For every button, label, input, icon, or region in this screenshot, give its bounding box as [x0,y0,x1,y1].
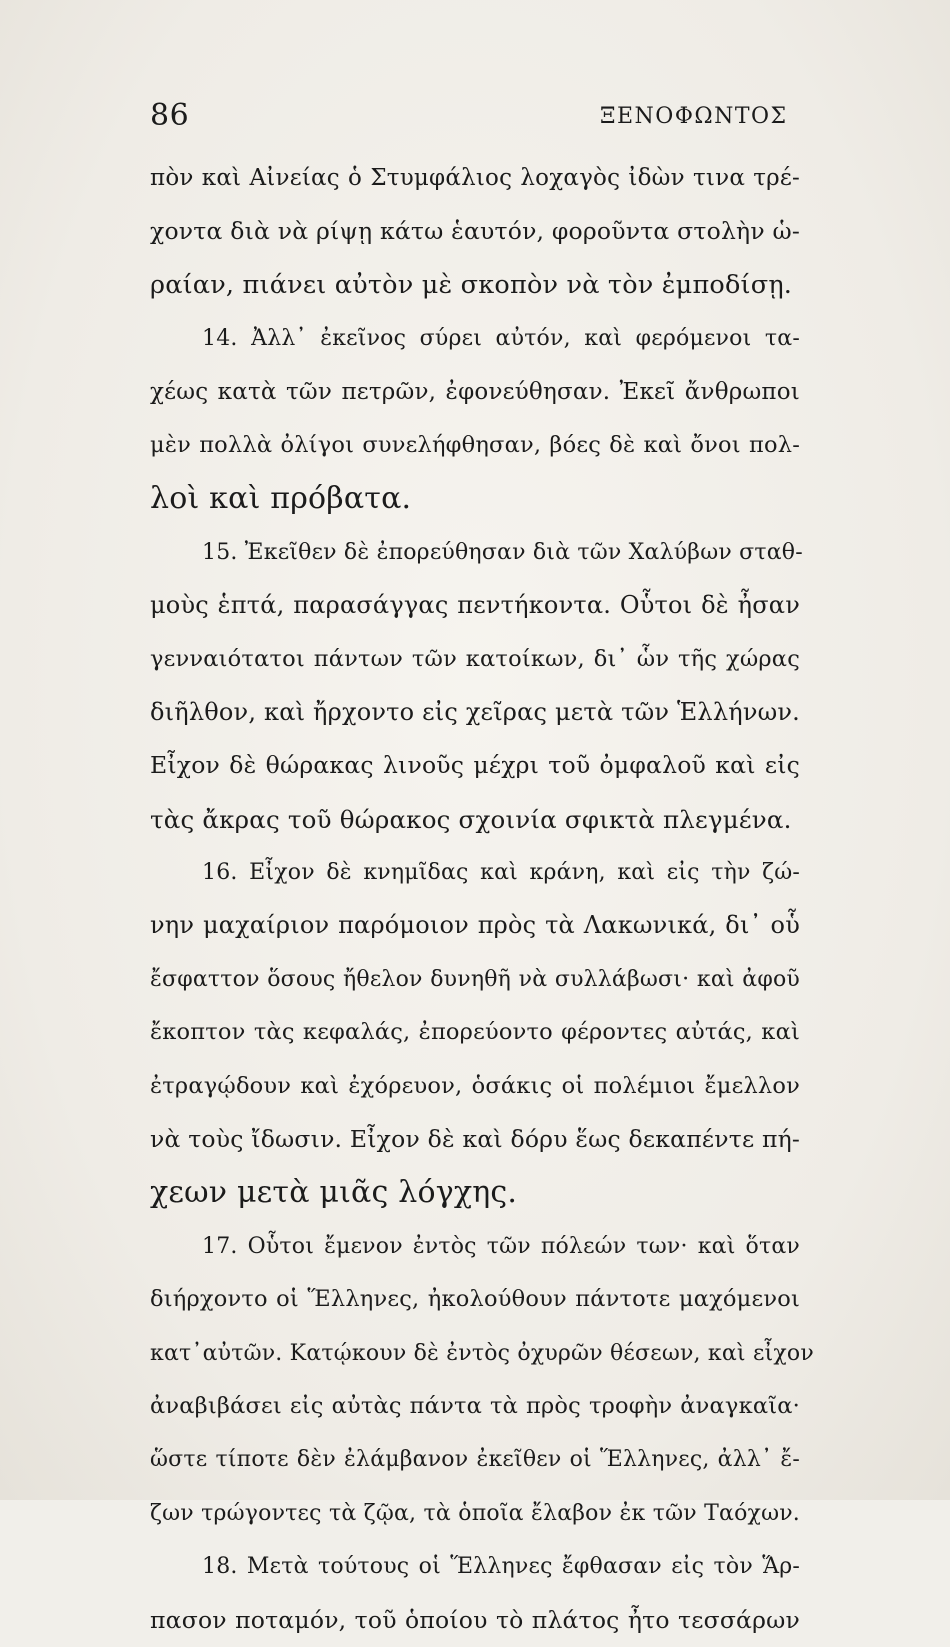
text-line: ἔκοπτον τὰς κεφαλάς, ἐπορεύοντο φέροντες αὐτάς, καὶ [150,1019,800,1046]
text-line: Εἶχον δὲ θώρακας λινοῦς μέχρι τοῦ ὀμφαλοῦ καὶ εἰς [150,751,800,780]
text-line: χοντα διὰ νὰ ρίψῃ κάτω ἑαυτόν, φοροῦντα στολὴν ὡ- [150,217,800,246]
text-line: γενναιότατοι πάντων τῶν κατοίκων, δι᾽ ὧν τῆς χώρας [150,645,800,672]
text-line: ἔσφαττον ὅσους ἤθελον δυνηθῆ νὰ συλλάβωσι· καὶ ἀφοῦ [150,966,800,992]
body-text [150,152,814,1647]
text-line: 17. Οὗτοι ἔμενον ἐντὸς τῶν πόλεών των· καὶ ὅταν [202,1233,800,1259]
page-header [150,98,795,138]
text-line: ἀναβιβάσει εἰς αὐτὰς πάντα τὰ πρὸς τροφὴν ἀναγκαῖα· [150,1392,800,1419]
text-line: χέως κατὰ τῶν πετρῶν, ἐφονεύθησαν. Ἐκεῖ ἄνθρωποι [150,378,800,405]
text-line: 15. Ἐκεῖθεν δὲ ἐπορεύθησαν διὰ τῶν Χαλύβων σταθ- [202,539,803,565]
text-line: νὰ τοὺς ἴδωσιν. Εἶχον δὲ καὶ δόρυ ἕως δεκαπέντε πή- [150,1125,801,1154]
text-line: ζων τρώγοντες τὰ ζῷα, τὰ ὁποῖα ἔλαβον ἐκ τῶν Ταόχων. [150,1500,800,1526]
text-line: 16. Εἶχον δὲ κνημῖδας καὶ κράνη, καὶ εἰς τὴν ζώ- [202,860,800,886]
text-line: νην μαχαίριον παρόμοιον πρὸς τὰ Λακωνικά, δι᾽ οὗ [150,911,800,940]
text-line: χεων μετὰ μιᾶς λόγχης. [150,1175,518,1211]
text-line: τὰς ἄκρας τοῦ θώρακος σχοινία σφικτὰ πλεγμένα. [150,804,792,834]
text-line: μὲν πολλὰ ὀλίγοι συνελήφθησαν, βόες δὲ καὶ ὄνοι πολ- [150,431,800,458]
text-line: κατ᾽αὐτῶν. Κατῴκουν δὲ ἐντὸς ὀχυρῶν θέσεων, καὶ εἶχον [150,1340,814,1366]
page-number: 86 [150,98,190,133]
text-line: διήρχοντο οἱ Ἕλληνες, ἠκολούθουν πάντοτε μαχόμενοι [150,1286,800,1313]
text-line: μοὺς ἑπτά, παρασάγγας πεντήκοντα. Οὗτοι δὲ ἦσαν [150,591,800,620]
text-line: πασον ποταμόν, τοῦ ὁποίου τὸ πλάτος ἦτο τεσσάρων [150,1605,800,1634]
text-line: ὥστε τίποτε δὲν ἐλάμβανον ἐκεῖθεν οἱ Ἕλληνες, ἀλλ᾽ ἔ- [150,1447,800,1473]
text-line: 18. Μετὰ τούτους οἱ Ἕλληνες ἔφθασαν εἰς τὸν Ἅρ- [202,1554,800,1580]
text-line: διῆλθον, καὶ ἤρχοντο εἰς χεῖρας μετὰ τῶν Ἑλλήνων. [150,697,800,726]
text-line: ραίαν, πιάνει αὐτὸν μὲ σκοπὸν νὰ τὸν ἐμποδίσῃ. [150,269,793,300]
text-line: λοὶ καὶ πρόβατα. [150,481,412,517]
running-title: ΞΕΝΟΦΩΝΤΟΣ [600,104,788,129]
text-line: πὸν καὶ Αἰνείας ὁ Στυμφάλιος λοχαγὸς ἰδὼν τινα τρέ- [150,165,800,191]
text-line: ἐτραγῴδουν καὶ ἐχόρευον, ὁσάκις οἱ πολέμιοι ἔμελλον [150,1072,800,1099]
text-line: 14. Ἀλλ᾽ ἐκεῖνος σύρει αὐτόν, καὶ φερόμενοι τα- [202,326,800,352]
